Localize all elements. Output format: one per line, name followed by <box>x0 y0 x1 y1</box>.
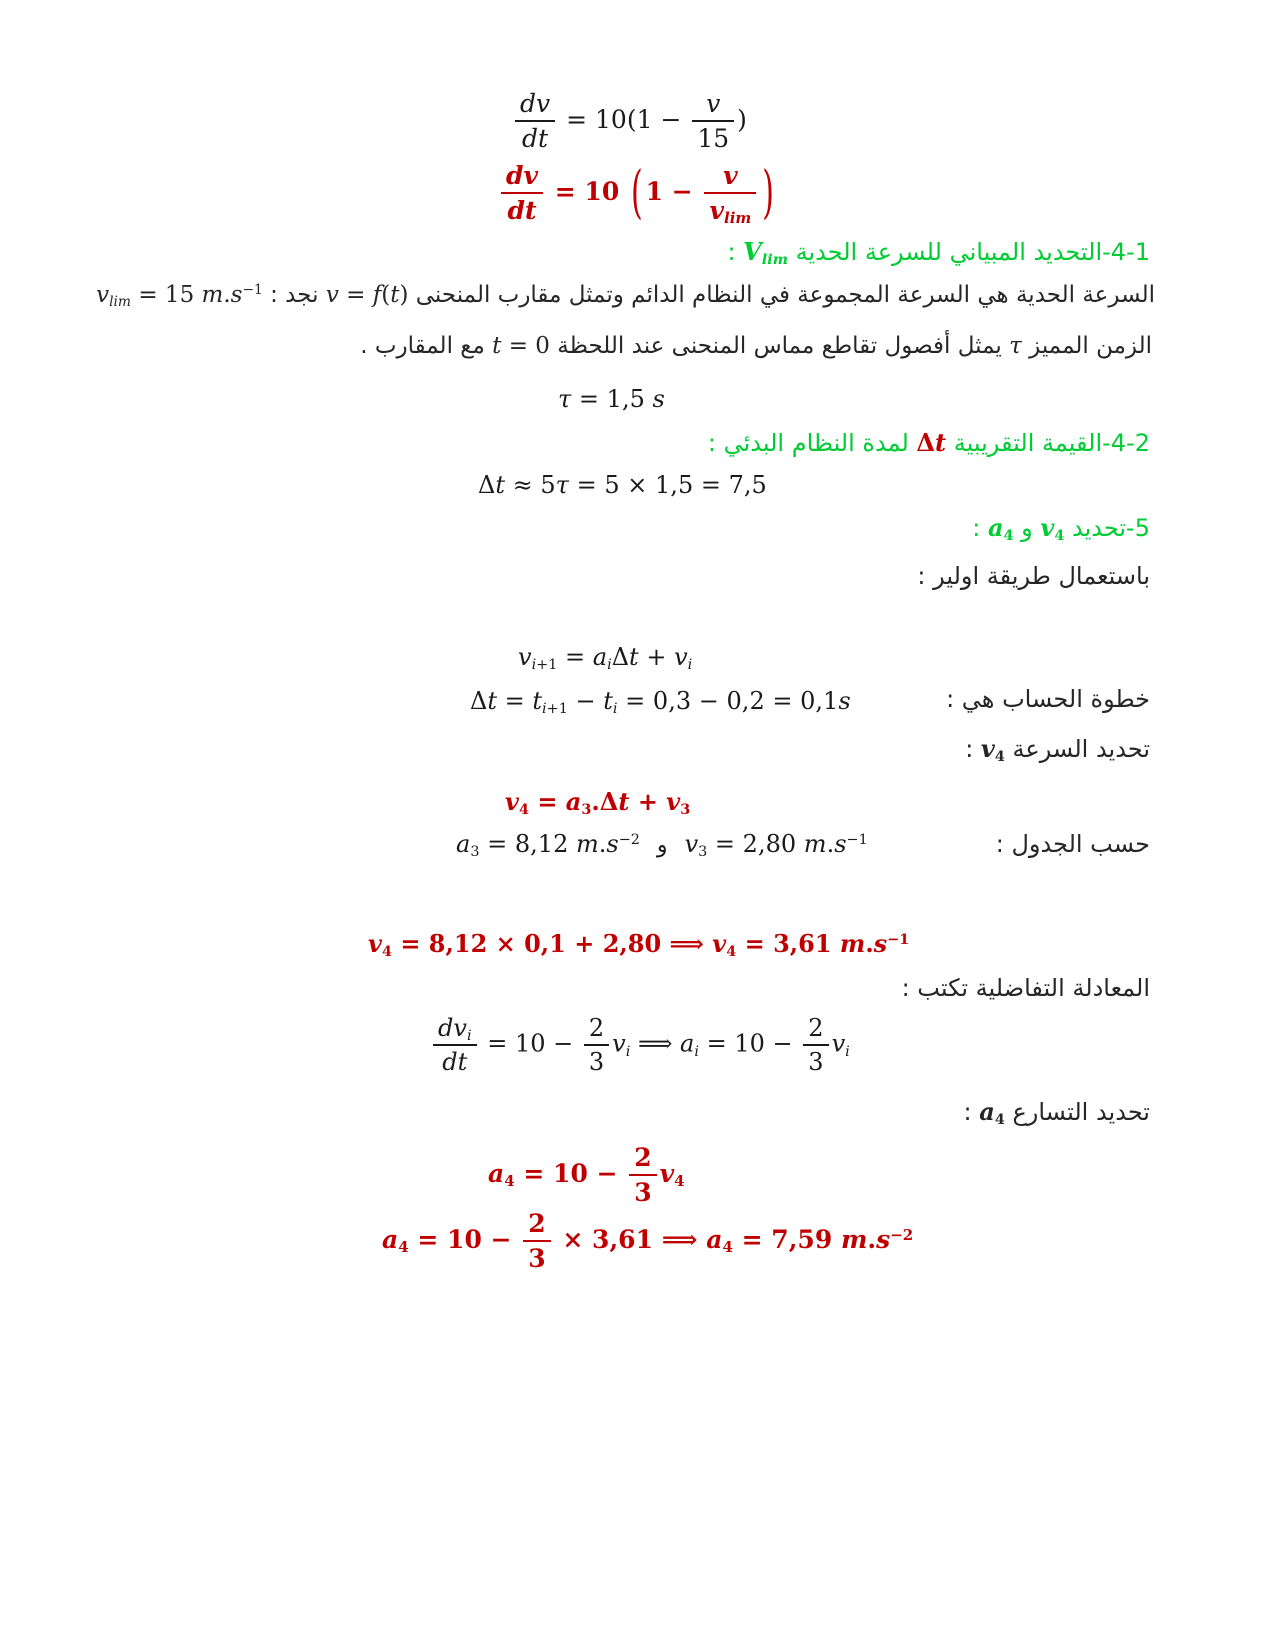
section-4-1-text: 4-1-التحديد المبياني للسرعة الحدية <box>787 238 1150 266</box>
a4-label-text: تحديد التسارع <box>1004 1098 1150 1126</box>
equation-diff-given: $\frac{dv}{dt}$ = 10(1 − $\frac{v}{15}$ ) <box>512 88 747 155</box>
paragraph-vlim-text2: نجد : <box>262 282 326 308</box>
a3-value-math: $a_3 = 8,12$ $m.s^{-2}$ <box>456 830 640 861</box>
section-4-2-heading <box>708 427 1150 459</box>
equation-a4-result: $a_4 = 10$ − $\frac{2}{3}$ × 3,61 ⟹ $a_4 = 7,59$ $m.s^{-2}$ <box>382 1209 914 1274</box>
section-4-2-text1: 4-2-القيمة التقريبية <box>946 429 1150 457</box>
equation-diff-general: $\frac{dv}{dt}$ = 10 ( 1 − $\frac{v}{v_{lim}}$ ) <box>498 160 777 227</box>
tau-symbol: τ <box>1009 333 1022 359</box>
vlim-symbol: $V_{lim}$ <box>743 237 788 269</box>
equation-step-value: $\Delta t = t_{i+1} - t_i = 0,3 - 0,2 = 0,1s$ <box>470 687 851 718</box>
v4-label-colon: : <box>965 735 981 763</box>
section-5-and: و <box>1013 514 1041 542</box>
v-ft-inline-math: v = f(t) <box>325 282 409 308</box>
section-4-1-colon: : <box>727 238 744 266</box>
euler-method-label: باستعمال طريقة اولير : <box>917 562 1150 590</box>
a4-determination-label <box>964 1096 1150 1128</box>
paragraph-tau <box>360 332 1152 362</box>
paragraph-vlim-text1: السرعة الحدية هي السرعة المجموعة في النظام الدائم وتمثل مقارب المنحنى <box>408 282 1155 308</box>
v4-label-text: تحديد السرعة <box>1004 735 1150 763</box>
section-4-1-heading <box>727 236 1150 268</box>
table-values <box>456 829 868 861</box>
equation-tau-value: τ = 1,5 s <box>558 385 665 413</box>
v3-value-math: $v_3 = 2,80$ $m.s^{-1}$ <box>684 830 868 861</box>
paragraph-tau-text1: الزمن المميز <box>1021 333 1152 359</box>
t0-inline-math: t = 0 <box>492 333 550 359</box>
equation-v4-result: $v_4 = 8,12 \times 0,1 + 2,80$ ⟹ $v_4 = 3,61$ $m.s^{-1}$ <box>368 929 910 961</box>
step-label: خطوة الحساب هي : <box>946 685 1150 713</box>
delta-t-symbol: Δt <box>916 428 947 457</box>
equation-delta-t-value: Δt ≈ 5τ = 5 × 1,5 = 7,5 <box>478 471 767 499</box>
paragraph-tau-text2: يمثل أفصول تقاطع مماس المنحنى عند اللحظة <box>549 333 1010 359</box>
section-5-heading <box>972 512 1150 544</box>
v4-determination-label <box>965 733 1150 765</box>
diffeq-label: المعادلة التفاضلية تكتب : <box>901 974 1150 1002</box>
equation-euler-formula: $v_{i+1} = a_i\Delta t + v_i$ <box>518 643 693 674</box>
paragraph-tau-text3: مع المقارب . <box>360 333 493 359</box>
equation-v4-formula: $v_4 = a_3.\Delta t + v_3$ <box>505 787 691 819</box>
paragraph-vlim <box>96 281 1155 311</box>
a4-label-colon: : <box>963 1098 980 1126</box>
a4-symbol-label: $a_4$ <box>979 1097 1005 1129</box>
v4-symbol-label: $v_4$ <box>980 734 1005 766</box>
vlim-value-inline-math: $v_{lim} = 15$ $m.s^{-1}$ <box>96 282 263 310</box>
equation-a4-formula: $a_4 = 10$ − $\frac{2}{3}$ $v_4$ <box>488 1143 685 1208</box>
equation-ai-formula: $\frac{dv_i}{dt}$ = 10 − $\frac{2}{3}$ $v_i$ ⟹ $a_i = 10$ − $\frac{2}{3}$ $v_i$ <box>430 1013 850 1077</box>
section-4-2-text2: لمدة النظام البدئي : <box>707 429 917 457</box>
and-word: و <box>649 833 675 858</box>
v4-symbol-heading: $v_4$ <box>1040 513 1065 545</box>
section-5-colon: : <box>972 514 988 542</box>
a4-symbol-heading: $a_4$ <box>987 513 1014 545</box>
section-5-text: 5-تحديد <box>1064 514 1150 542</box>
table-label: حسب الجدول : <box>995 830 1150 858</box>
